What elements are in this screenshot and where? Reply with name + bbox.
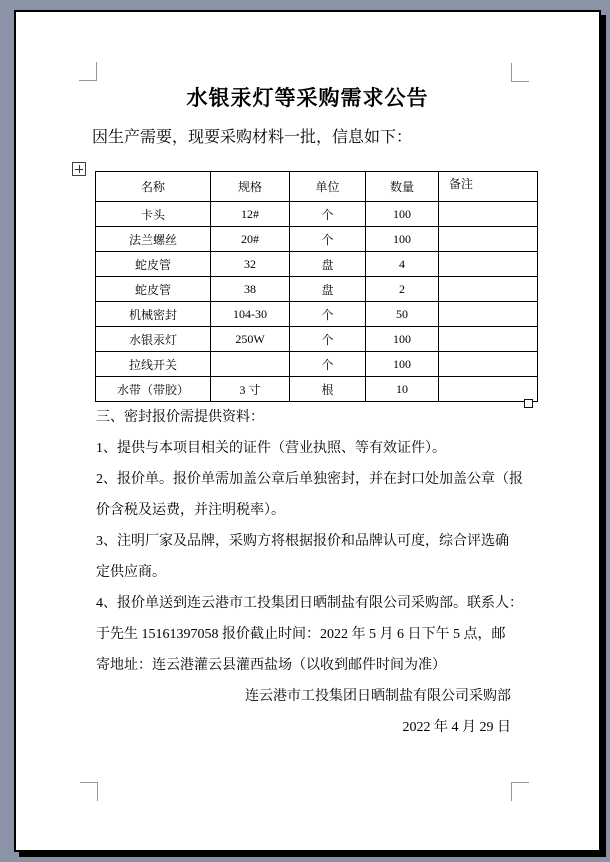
header-cell[interactable]: 规格 bbox=[211, 172, 290, 202]
procurement-table[interactable] bbox=[95, 171, 538, 402]
text-boundary-mark-bottom-right bbox=[511, 782, 529, 801]
table-cell[interactable]: 20# bbox=[211, 227, 290, 252]
body-text-line: 连云港市工投集团日晒制盐有限公司采购部 bbox=[245, 689, 511, 704]
table-cell[interactable] bbox=[439, 202, 538, 227]
body-text-line: 寄地址：连云港灌云县灌西盐场（以收到邮件时间为准） bbox=[96, 658, 446, 673]
table-cell[interactable]: 100 bbox=[366, 227, 439, 252]
table-cell[interactable]: 100 bbox=[366, 327, 439, 352]
table-cell[interactable]: 盘 bbox=[290, 277, 366, 302]
table-cell[interactable]: 卡头 bbox=[96, 202, 211, 227]
table-cell[interactable]: 38 bbox=[211, 277, 290, 302]
table-cell[interactable]: 12# bbox=[211, 202, 290, 227]
text-boundary-mark-bottom-left bbox=[80, 782, 98, 801]
table-cell[interactable]: 个 bbox=[290, 327, 366, 352]
table-cell[interactable]: 2 bbox=[366, 277, 439, 302]
table-header bbox=[96, 172, 538, 202]
document-title: 水银汞灯等采购需求公告 bbox=[186, 86, 429, 110]
table-cell[interactable]: 3 寸 bbox=[211, 377, 290, 402]
table-cell[interactable]: 10 bbox=[366, 377, 439, 402]
table-row bbox=[96, 377, 538, 402]
body-text-line: 4、报价单送到连云港市工投集团日晒制盐有限公司采购部。联系人： bbox=[96, 596, 523, 611]
move-cross-vertical bbox=[79, 165, 81, 173]
table-cell[interactable]: 104-30 bbox=[211, 302, 290, 327]
table-cell[interactable]: 水银汞灯 bbox=[96, 327, 211, 352]
body-text-line: 3、注明厂家及品牌，采购方将根据报价和品牌认可度，综合评选确 bbox=[96, 534, 509, 549]
table-cell[interactable]: 法兰螺丝 bbox=[96, 227, 211, 252]
body-text-line: 于先生 15161397058 报价截止时间：2022 年 5 月 6 日下午 5 点，邮 bbox=[96, 627, 506, 642]
table-cell[interactable]: 个 bbox=[290, 202, 366, 227]
body-text-line: 2、报价单。报价单需加盖公章后单独密封，并在封口处加盖公章（报 bbox=[96, 472, 523, 487]
header-cell[interactable]: 数量 bbox=[366, 172, 439, 202]
table-cell[interactable] bbox=[439, 252, 538, 277]
table-cell[interactable] bbox=[439, 327, 538, 352]
table-row bbox=[96, 252, 538, 277]
text-boundary-mark-top-left bbox=[79, 62, 97, 81]
document-page bbox=[14, 10, 601, 852]
table-row bbox=[96, 202, 538, 227]
table-cell[interactable]: 个 bbox=[290, 302, 366, 327]
table-move-handle-icon[interactable] bbox=[72, 162, 86, 176]
table-header-row bbox=[96, 172, 538, 202]
table-cell[interactable] bbox=[439, 377, 538, 402]
table-cell[interactable]: 拉线开关 bbox=[96, 352, 211, 377]
table-cell[interactable] bbox=[439, 352, 538, 377]
text-boundary-mark-top-right bbox=[511, 63, 529, 82]
table-cell[interactable] bbox=[439, 302, 538, 327]
table-row bbox=[96, 352, 538, 377]
table-cell[interactable]: 盘 bbox=[290, 252, 366, 277]
table-cell[interactable]: 根 bbox=[290, 377, 366, 402]
table-body bbox=[96, 202, 538, 402]
body-text-line: 定供应商。 bbox=[96, 565, 166, 580]
table-cell[interactable] bbox=[211, 352, 290, 377]
table-cell[interactable]: 4 bbox=[366, 252, 439, 277]
table-cell[interactable]: 蛇皮管 bbox=[96, 277, 211, 302]
table-cell[interactable]: 100 bbox=[366, 202, 439, 227]
table-row bbox=[96, 227, 538, 252]
table-cell[interactable]: 32 bbox=[211, 252, 290, 277]
table-cell[interactable]: 蛇皮管 bbox=[96, 252, 211, 277]
body-text-line: 三、密封报价需提供资料： bbox=[96, 410, 264, 425]
body-text-block bbox=[96, 402, 523, 743]
table-row bbox=[96, 302, 538, 327]
table-cell[interactable]: 个 bbox=[290, 227, 366, 252]
table-cell[interactable]: 个 bbox=[290, 352, 366, 377]
intro-paragraph: 因生产需要，现要采购材料一批，信息如下： bbox=[92, 129, 413, 146]
header-cell[interactable]: 单位 bbox=[290, 172, 366, 202]
table-cell[interactable] bbox=[439, 227, 538, 252]
table-cell[interactable]: 250W bbox=[211, 327, 290, 352]
body-text-line: 1、提供与本项目相关的证件（营业执照、等有效证件）。 bbox=[96, 441, 446, 456]
table-resize-handle-icon[interactable] bbox=[524, 399, 533, 408]
table-cell[interactable]: 100 bbox=[366, 352, 439, 377]
table-cell[interactable]: 机械密封 bbox=[96, 302, 211, 327]
header-cell[interactable]: 备注 bbox=[439, 172, 538, 202]
table-row bbox=[96, 277, 538, 302]
table-cell[interactable] bbox=[439, 277, 538, 302]
body-text-line: 2022 年 4 月 29 日 bbox=[402, 720, 511, 735]
table-cell[interactable]: 50 bbox=[366, 302, 439, 327]
table-cell[interactable]: 水带（带胶） bbox=[96, 377, 211, 402]
header-cell[interactable]: 名称 bbox=[96, 172, 211, 202]
table-row bbox=[96, 327, 538, 352]
body-text-line: 价含税及运费，并注明税率）。 bbox=[96, 503, 285, 518]
